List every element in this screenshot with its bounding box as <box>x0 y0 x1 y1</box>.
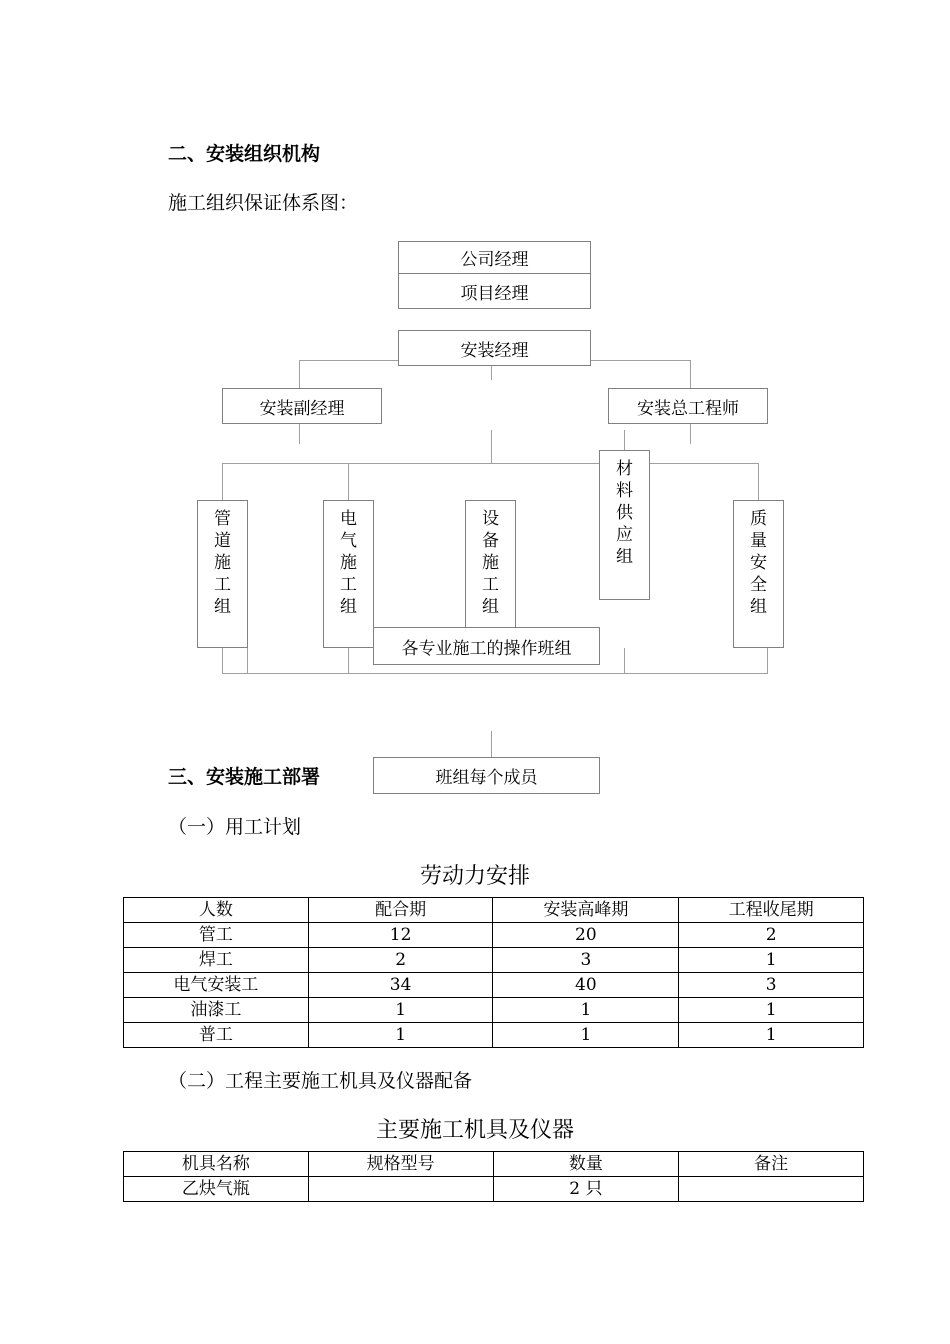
connector-line <box>491 366 492 380</box>
table-cell: 2 <box>308 948 493 973</box>
connector-line <box>247 648 248 674</box>
table-cell: 1 <box>493 1023 679 1048</box>
table-row <box>124 998 864 1023</box>
table-cell: 1 <box>308 1023 493 1048</box>
connector-line <box>690 424 691 444</box>
header-cell: 安装高峰期 <box>493 898 679 923</box>
table-cell: 2 只 <box>493 1177 679 1202</box>
connector-line <box>767 648 768 674</box>
subheading-equipment: （二）工程主要施工机具及仪器配备 <box>168 1070 473 1092</box>
electric-group-box: 电 气 施 工 组 <box>323 500 374 648</box>
connector-line <box>299 424 300 444</box>
connector-line <box>491 731 492 757</box>
connector-line <box>222 648 223 674</box>
section-heading-org: 二、安装组织机构 <box>168 143 321 165</box>
pipe-group-box: 管 道 施 工 组 <box>197 500 248 648</box>
header-cell: 工程收尾期 <box>679 898 864 923</box>
header-cell: 配合期 <box>308 898 493 923</box>
connector-line <box>222 463 759 464</box>
table-cell: 普工 <box>124 1023 309 1048</box>
section-heading-deployment: 三、安装施工部署 <box>168 766 321 788</box>
table-row <box>124 923 864 948</box>
table-cell: 2 <box>679 923 864 948</box>
connector-line <box>758 463 759 500</box>
table-cell: 电气安装工 <box>124 973 309 998</box>
connector-line <box>348 463 349 500</box>
org-chart-caption: 施工组织保证体系图： <box>168 192 359 214</box>
connector-line <box>222 673 768 674</box>
connector-line <box>624 648 625 674</box>
labor-table-title: 劳动力安排 <box>419 864 530 889</box>
work-teams-box: 各专业施工的操作班组 <box>373 627 600 665</box>
table-header-row <box>124 898 864 923</box>
quality-group-box: 质 量 安 全 组 <box>733 500 784 648</box>
table-cell: 油漆工 <box>124 998 309 1023</box>
table-cell: 1 <box>679 948 864 973</box>
connector-line <box>348 648 349 674</box>
equipment-table-title: 主要施工机具及仪器 <box>375 1118 574 1143</box>
table-row <box>124 948 864 973</box>
table-row <box>124 1177 864 1202</box>
header-cell: 人数 <box>124 898 309 923</box>
equipment-group-box: 设 备 施 工 组 <box>465 500 516 628</box>
subheading-labor-plan: （一）用工计划 <box>168 816 302 838</box>
table-cell: 1 <box>493 998 679 1023</box>
connector-line <box>491 430 492 464</box>
table-cell <box>679 1177 864 1202</box>
connector-line <box>222 463 223 500</box>
equipment-table <box>123 1151 864 1202</box>
table-cell: 乙炔气瓶 <box>124 1177 309 1202</box>
header-cell: 规格型号 <box>308 1152 493 1177</box>
connector-line <box>690 360 691 388</box>
team-members-box: 班组每个成员 <box>373 757 600 794</box>
install-manager-box: 安装经理 <box>398 330 591 366</box>
table-cell: 1 <box>308 998 493 1023</box>
table-cell: 1 <box>679 998 864 1023</box>
table-cell: 管工 <box>124 923 309 948</box>
table-cell: 3 <box>493 948 679 973</box>
header-cell: 机具名称 <box>124 1152 309 1177</box>
header-cell: 数量 <box>493 1152 679 1177</box>
table-cell: 3 <box>679 973 864 998</box>
table-cell: 12 <box>308 923 493 948</box>
table-cell: 34 <box>308 973 493 998</box>
project-manager-box: 项目经理 <box>398 273 591 309</box>
header-cell: 备注 <box>679 1152 864 1177</box>
table-cell: 40 <box>493 973 679 998</box>
table-cell: 1 <box>679 1023 864 1048</box>
material-group-box: 材 料 供 应 组 <box>599 450 650 600</box>
labor-table <box>123 897 864 1048</box>
connector-line <box>624 430 625 450</box>
table-cell <box>308 1177 493 1202</box>
table-cell: 20 <box>493 923 679 948</box>
table-row <box>124 1023 864 1048</box>
chief-engineer-box: 安装总工程师 <box>608 388 768 424</box>
connector-line <box>299 360 300 388</box>
company-manager-box: 公司经理 <box>398 241 591 274</box>
table-cell: 焊工 <box>124 948 309 973</box>
table-header-row <box>124 1152 864 1177</box>
deputy-manager-box: 安装副经理 <box>222 388 382 424</box>
table-row <box>124 973 864 998</box>
